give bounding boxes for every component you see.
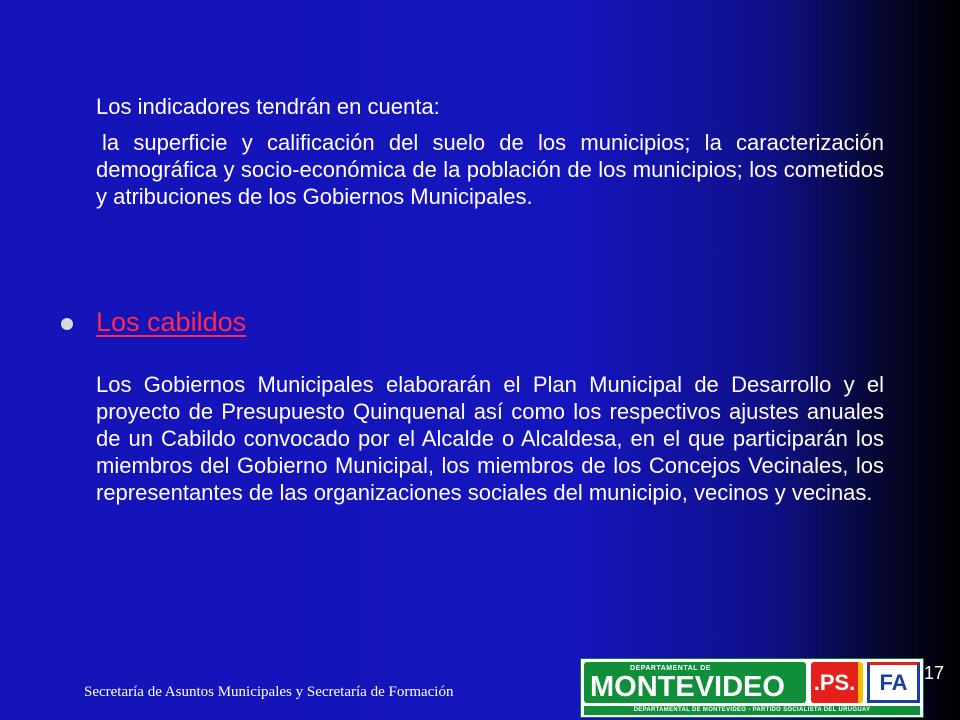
intro-heading: Los indicadores tendrán en cuenta: bbox=[96, 94, 440, 119]
footer-text: Secretaría de Asuntos Municipales y Secretaría de Formación bbox=[84, 684, 454, 700]
section-paragraph: Los Gobiernos Municipales elaborarán el Plan Municipal de Desarrollo y el proyecto de Presupuesto Quinquenal así como los respectivos ajustes anuales de un Cabildo convocado por el Alcalde o Alcaldesa, en el que participarán los miembros del Gobierno Municipal, los miembros de los Concejos Vecinales, los representantes de las organizaciones sociales del municipio, vecinos y vecinas. bbox=[96, 372, 884, 505]
logo-ps-block: .PS. bbox=[811, 662, 863, 703]
logo-bottom-label: DEPARTAMENTAL DE MONTEVIDEO - PARTIDO SOCIALISTA DEL URUGUAY bbox=[584, 706, 920, 715]
logo-city-name: MONTEVIDEO bbox=[590, 671, 785, 703]
section-title-link[interactable]: Los cabildos bbox=[96, 307, 247, 337]
intro-paragraph: la superficie y calificación del suelo de los municipios; la caracterización demográfica y socio-económica de la población de los municipios; los cometidos y atribuciones de los Gobiernos Municipales. bbox=[96, 130, 884, 209]
bullet-dot bbox=[61, 318, 73, 330]
logo-montevideo-block bbox=[584, 662, 806, 703]
logo-top-label: DEPARTAMENTAL DE bbox=[630, 665, 711, 672]
logo-fa-block: FA bbox=[867, 662, 920, 703]
page-number: 17 bbox=[924, 663, 945, 683]
party-logo bbox=[580, 658, 924, 718]
